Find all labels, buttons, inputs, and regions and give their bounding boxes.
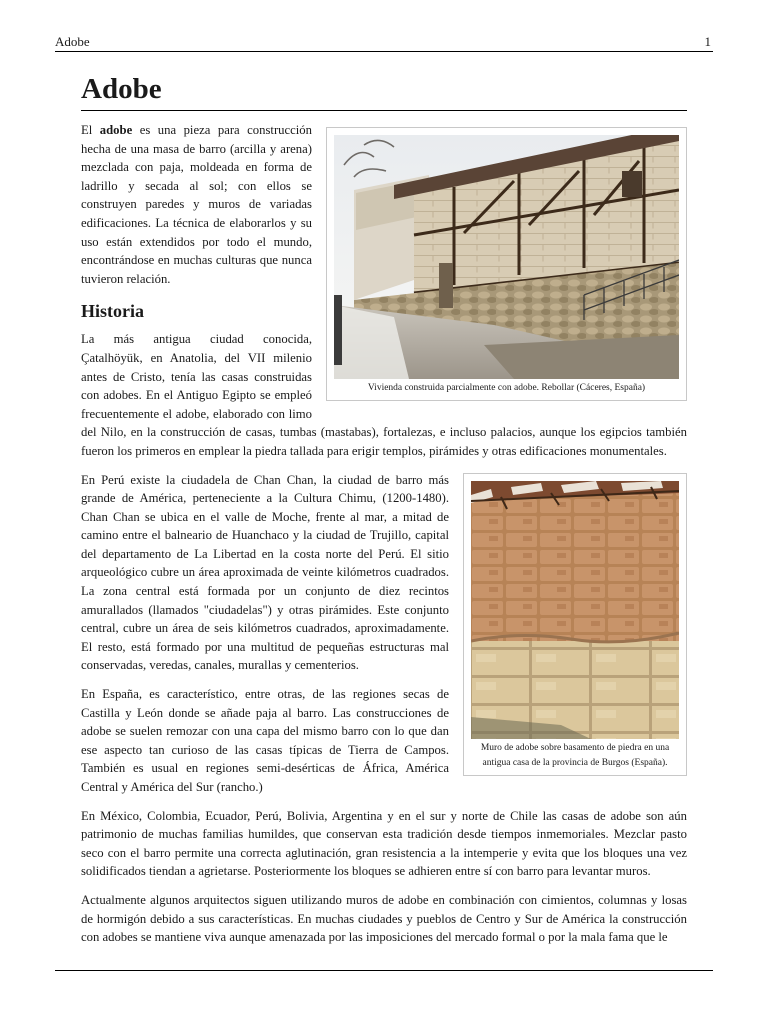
house-figure	[326, 127, 687, 401]
title-divider	[81, 110, 687, 111]
history-paragraph-3: En España, es característico, entre otras, de las regiones secas de Castilla y León donde se añade paja al barro. Las construcciones de adobe se suelen remozar con una capa del mismo barro con lo que dan ese aspecto tan curioso de las casas típicas de Tierra de Campos. También es usual en regiones semi-desérticas de África, América Central y América del Sur (rancho.)	[81, 687, 449, 794]
intro-text: es una pieza para construcción hecha de una masa de barro (arcilla y arena) mezclada con paja, moldeada en forma de ladrillo y secada al sol; con ellos se construyen paredes y muros de variadas edificaciones. La técnica de elaborarlos y su uso están extendidos por todo el mundo, encontrándose en muchas culturas que nunca tuvieron relación.	[81, 123, 312, 286]
house-photo	[334, 135, 679, 379]
header-rule	[55, 51, 713, 52]
running-header	[55, 34, 713, 52]
history-paragraph-1: La más antigua ciudad conocida, Çatalhöyük, en Anatolia, del VII milenio antes de Cristo, tenía las casas construidas con adobes. En el Antiguo Egipto se empleó frecuentemente el adobe, elaborado con limo del Nilo, en la construcción de casas, tumbas (mastabas), fortalezas, e incluso palacios, aunque los egipcios también fueron los primeros en emplear la piedra tallada para erigir templos, pirámides y otras edificaciones monumentales.	[81, 332, 687, 458]
article-title: Adobe	[81, 73, 162, 105]
intro-prefix: El	[81, 123, 100, 137]
footer-rule	[55, 970, 713, 971]
page-number: 1	[704, 34, 711, 49]
wall-figure	[463, 473, 687, 776]
history-paragraph-4: En México, Colombia, Ecuador, Perú, Bolivia, Argentina y en el sur y norte de Chile las casas de adobe son aún patrimonio de muchas familias humildes, que conservan esta tradición desde tiempos inmemoriales. Mezclar pasto seco con el barro permite una correcta aglutinación, gran resistencia a la intemperie y evita que los bloques una vez solidificados tiendan a agrietarse. Posteriormente los bloques se adhieren entre sí con barro para levantar muros.	[81, 808, 687, 879]
history-paragraph-5: Actualmente algunos arquitectos siguen utilizando muros de adobe en combinación con cimientos, columnas y losas de hormigón debido a sus características. En muchas ciudades y pueblos de Centro y Sur de América la construcción con adobes se mantiene viva aunque amenazada por las imposiciones del mercado formal o por la mala fama que le	[81, 892, 687, 945]
running-header-title: Adobe	[55, 34, 90, 49]
history-paragraph-2: En Perú existe la ciudadela de Chan Chan, la ciudad de barro más grande de América, perteneciente a la Cultura Chimu, (1200-1480). Chan Chan se ubica en el valle de Moche, frente al mar, a mitad de camino entre el balneario de Huanchaco y la ciudad de Trujillo, capital del departamento de La Libertad en la costa norte del Perú. El sitio arqueológico cubre un área aproximada de veinte kilómetros cuadrados. La zona central está formada por un conjunto de diez recintos amurallados (llamados "ciudadelas") y otras pirámides. Este conjunto central, cubre un área de seis kilómetros cuadrados, aproximadamente. El resto, está formado por una multitud de pequeñas estructuras mal conservadas, veredas, canales, murallas y cementerios.	[81, 472, 449, 673]
section-heading-historia: Historia	[81, 301, 144, 322]
house-caption: Vivienda construida parcialmente con adobe. Rebollar (Cáceres, España)	[367, 383, 646, 393]
wall-photo	[471, 481, 679, 739]
wall-caption: Muro de adobe sobre basamento de piedra en una antigua casa de la provincia de Burgos (España).	[480, 742, 670, 768]
article-body	[81, 70, 687, 957]
intro-term: adobe	[99, 123, 133, 137]
